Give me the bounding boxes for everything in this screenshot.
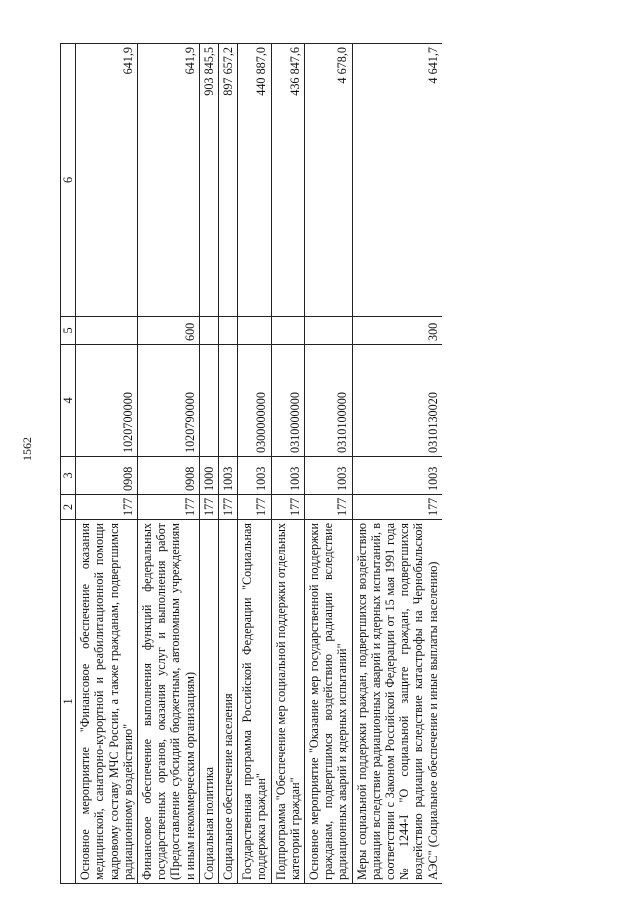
row-csr: [219, 345, 238, 457]
row-vr: [219, 317, 238, 345]
row-csr: 0300000000: [238, 345, 271, 457]
row-csr: 0310000000: [271, 345, 304, 457]
row-csr: [199, 345, 218, 457]
row-vr: [271, 317, 304, 345]
row-gr: 177: [352, 495, 442, 520]
column-header: 6: [61, 44, 76, 317]
table-row: [238, 44, 271, 884]
row-name: Социальное обеспечение населения: [219, 520, 238, 884]
row-sum: 440 887,0: [238, 44, 271, 317]
row-name: Государственная программа Российской Федерации "Социальная поддержка граждан": [238, 520, 271, 884]
row-rz: 1003: [352, 457, 442, 495]
budget-table: [60, 43, 442, 884]
row-vr: [305, 317, 353, 345]
column-header: 3: [61, 457, 76, 495]
row-sum: 903 845,5: [199, 44, 218, 317]
row-csr: 0310100000: [305, 345, 353, 457]
column-header: 2: [61, 495, 76, 520]
row-name: Подпрограмма "Обеспечение мер социальной поддержки отдельных категорий граждан": [271, 520, 304, 884]
row-rz: 1003: [238, 457, 271, 495]
row-vr: 600: [138, 317, 200, 345]
column-header: 1: [61, 520, 76, 884]
table-row: [76, 44, 138, 884]
row-gr: 177: [199, 495, 218, 520]
column-number-row: [61, 44, 76, 884]
row-csr: 0310130020: [352, 345, 442, 457]
row-name: Финансовое обеспечение выполнения функций федеральных государственных органов, оказания услуг и выполнения работ (Предоставление субсидий бюджетным, автономным учреждениям и иным некоммерческим организациям): [138, 520, 200, 884]
table-row: [271, 44, 304, 884]
row-rz: 1003: [271, 457, 304, 495]
table-row: [138, 44, 200, 884]
row-sum: 897 657,2: [219, 44, 238, 317]
row-csr: 1020790000: [138, 345, 200, 457]
row-rz: 0908: [76, 457, 138, 495]
row-name: Социальная политика: [199, 520, 218, 884]
row-rz: 1003: [219, 457, 238, 495]
row-gr: 177: [271, 495, 304, 520]
page-number: 1562: [20, 437, 34, 461]
row-sum: 4 678,0: [305, 44, 353, 317]
row-rz: 1003: [305, 457, 353, 495]
rotated-page: [60, 44, 630, 884]
row-gr: 177: [219, 495, 238, 520]
row-vr: [199, 317, 218, 345]
row-gr: 177: [76, 495, 138, 520]
row-vr: 300: [352, 317, 442, 345]
row-rz: 1000: [199, 457, 218, 495]
row-vr: [238, 317, 271, 345]
column-header: 4: [61, 345, 76, 457]
row-name: Основное мероприятие "Оказание мер государственной поддержки гражданам, подвергшимся воздействию радиации вследствие радиационных аварий и ядерных испытаний": [305, 520, 353, 884]
row-rz: 0908: [138, 457, 200, 495]
row-sum: 641,9: [138, 44, 200, 317]
row-vr: [76, 317, 138, 345]
row-csr: 1020700000: [76, 345, 138, 457]
row-sum: 641,9: [76, 44, 138, 317]
row-sum: 4 641,7: [352, 44, 442, 317]
table-row: [305, 44, 353, 884]
table-row: [219, 44, 238, 884]
row-name: Меры социальной поддержки граждан, подвергшихся воздействию радиации вследствие радиационных аварий и ядерных испытаний, в соответствии с Законом Российской Федерации от 15 мая 1991 года № 1244-I "О социальной защите граждан, подвергшихся воздействию радиации вследствие катастрофы на Чернобыльской АЭС" (Социальное обеспечение и иные выплаты населению): [352, 520, 442, 884]
row-name: Основное мероприятие "Финансовое обеспечение оказания медицинской, санаторно-курортной и реабилитационной помощи кадровому составу МЧС России, а также гражданам, подвергшимся радиационному воздействию": [76, 520, 138, 884]
row-sum: 436 847,6: [271, 44, 304, 317]
table-row: [199, 44, 218, 884]
column-header: 5: [61, 317, 76, 345]
row-gr: 177: [238, 495, 271, 520]
row-gr: 177: [138, 495, 200, 520]
table-row: [352, 44, 442, 884]
row-gr: 177: [305, 495, 353, 520]
